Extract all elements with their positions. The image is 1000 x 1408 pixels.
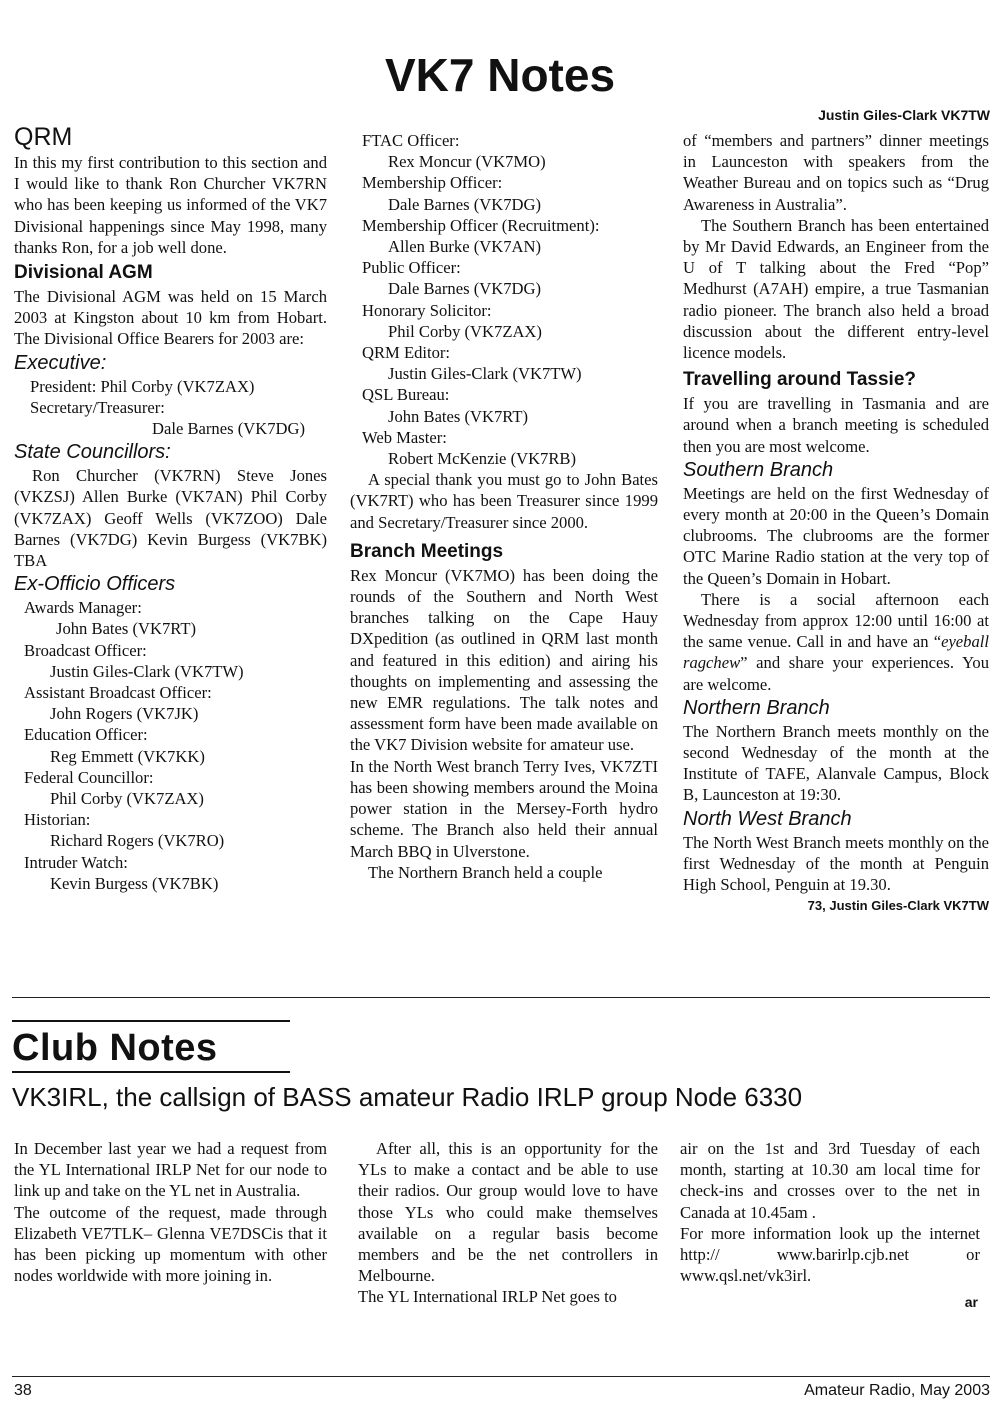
- officer-role: Intruder Watch:: [24, 852, 128, 872]
- officer-name: John Bates (VK7RT): [56, 619, 197, 639]
- secretary-label: Secretary/Treasurer:: [30, 397, 165, 417]
- club-column-2: [358, 1138, 658, 1308]
- officer-name: Richard Rogers (VK7RO): [50, 831, 225, 851]
- officer-name: John Rogers (VK7JK): [50, 704, 199, 724]
- southern-text-b: ” and share your experiences. You are welcome.: [683, 653, 989, 694]
- club-paragraph: The outcome of the request, made through Elizabeth VE7TLK– Glenna VE7DSCis that it has been picking up momentum with other nodes worldwide with more joining in.: [14, 1202, 327, 1286]
- branch-paragraph-1: Rex Moncur (VK7MO) has been doing the rounds of the Southern and North West branches talking on the Cape Hauy DXpedition (as outlined in QRM last month and featured in this edition) and airing his thoughts on implementing and assessing the new EMR regulations. The talk notes and assessment form have been made available on the VK7 Division website for amateur use.: [350, 565, 658, 755]
- intro-paragraph: In this my first contribution to this section and I would like to thank Ron Churcher VK7RN who has been keeping us informed of the VK7 Divisional happenings since May 1998, many thanks Ron, for a job well done.: [14, 153, 327, 257]
- club-column-3: [680, 1138, 980, 1286]
- publication-info: Amateur Radio, May 2003: [804, 1382, 990, 1399]
- officer-name: Dale Barnes (VK7DG): [388, 194, 541, 214]
- officer-role: Membership Officer (Recruitment):: [362, 215, 600, 235]
- heading-ex-officio: Ex-Officio Officers: [14, 573, 176, 596]
- officer-role: QSL Bureau:: [362, 385, 450, 405]
- officer-role: Historian:: [24, 810, 91, 830]
- club-paragraph: The YL International IRLP Net goes to: [358, 1287, 617, 1307]
- heading-travelling: Travelling around Tassie?: [683, 369, 916, 391]
- officer-name: Rex Moncur (VK7MO): [388, 152, 546, 172]
- page-number: 38: [14, 1382, 32, 1399]
- page-title: VK7 Notes: [384, 49, 616, 101]
- southern-paragraph-2: [683, 589, 989, 695]
- officer-role: FTAC Officer:: [362, 131, 460, 150]
- officer-name: Justin Giles-Clark (VK7TW): [388, 364, 582, 384]
- southern-branch-news: The Southern Branch has been entertained by Mr David Edwards, an Engineer from the U of T talking about the Fred “Pop” Medhurst (A7AH) empire, a true Tasmanian radio pioneer. The branch also held a broad discussion about the different entry-level licence models.: [683, 215, 989, 363]
- club-paragraph: After all, this is an opportunity for the YLs to make a contact and be able to use their radios. Our group would love to have those YLs who could make themselves available on a regular basis become members and be the net controllers in Melbourne.: [358, 1139, 658, 1286]
- officer-role: Assistant Broadcast Officer:: [24, 683, 212, 703]
- section-divider: [12, 997, 990, 998]
- author-byline: Justin Giles-Clark VK7TW: [818, 107, 990, 123]
- officer-name: Dale Barnes (VK7DG): [388, 279, 541, 299]
- agm-paragraph: The Divisional AGM was held on 15 March 2003 at Kingston about 10 km from Hobart. The Divisional Office Bearers for 2003 are:: [14, 287, 327, 349]
- heading-northern-branch: Northern Branch: [683, 696, 830, 719]
- heading-north-west-branch: North West Branch: [683, 807, 852, 830]
- club-column-1: [14, 1138, 327, 1286]
- southern-text-a: There is a social afternoon each Wednesday from approx 12:00 until 16:00 at the same venue. Call in and have an “: [683, 589, 989, 652]
- heading-branch-meetings: Branch Meetings: [350, 540, 504, 562]
- column-2: [350, 130, 658, 883]
- officer-name: John Bates (VK7RT): [388, 406, 529, 426]
- officer-name: Justin Giles-Clark (VK7TW): [50, 661, 244, 681]
- officer-role: Web Master:: [362, 427, 447, 447]
- signoff: 73, Justin Giles-Clark VK7TW: [807, 898, 989, 914]
- state-councillors-paragraph: Ron Churcher (VK7RN) Steve Jones (VKZSJ) Allen Burke (VK7AN) Phil Corby (VK7ZAX) Geoff Wells (VK7ZOO) Dale Barnes (VK7DG) Kevin Burgess (VK7BK) TBA: [14, 466, 327, 571]
- club-paragraph: In December last year we had a request from the YL International IRLP Net for our node to link up and take on the YL net in Australia.: [14, 1139, 327, 1201]
- end-mark: ar: [964, 1294, 978, 1310]
- travel-paragraph: If you are travelling in Tasmania and are around when a branch meeting is scheduled then you are most welcome.: [683, 394, 989, 456]
- officer-name: Phil Corby (VK7ZAX): [388, 321, 542, 341]
- officer-role: Education Officer:: [24, 725, 148, 745]
- heading-state-councillors: State Councillors:: [14, 441, 171, 464]
- officer-role: Membership Officer:: [362, 173, 503, 193]
- officer-role: Honorary Solicitor:: [362, 300, 492, 320]
- north-west-paragraph: The North West Branch meets monthly on the first Wednesday of the month at Penguin High School, Penguin at 19.30.: [683, 832, 989, 895]
- officer-role: Awards Manager:: [24, 598, 142, 618]
- officer-name: Robert McKenzie (VK7RB): [388, 449, 577, 469]
- column-3: [683, 130, 989, 917]
- footer-rule: [12, 1376, 990, 1377]
- officer-name: Phil Corby (VK7ZAX): [50, 789, 204, 809]
- heading-southern-branch: Southern Branch: [683, 458, 834, 481]
- southern-paragraph-1: Meetings are held on the first Wednesday of every month at 20:00 in the Queen’s Domain clubrooms. The clubrooms are the former OTC Marine Radio station at the very top of the Queen’s Domain in Hobart.: [683, 483, 989, 588]
- club-paragraph: For more information look up the internet http:// www.barirlp.cjb.net or www.qsl.net/vk3irl.: [680, 1223, 980, 1286]
- club-heading-rule-bottom: [12, 1071, 290, 1073]
- club-heading-rule-top: [12, 1020, 290, 1022]
- club-paragraph: air on the 1st and 3rd Tuesday of each month, starting at 10.30 am local time for check-ins and crosses over to the net in Canada at 10.45am .: [680, 1139, 980, 1222]
- continued-paragraph: of “members and partners” dinner meetings in Launceston with speakers from the Weather Bureau and on topics such as “Drug Awareness in Australia”.: [683, 131, 989, 214]
- officer-role: Broadcast Officer:: [24, 640, 147, 660]
- thanks-paragraph: A special thank you must go to John Bates (VK7RT) who has been Treasurer since 1999 and Secretary/Treasurer since 2000.: [350, 470, 658, 532]
- officer-name: Kevin Burgess (VK7BK): [50, 873, 219, 893]
- club-notes-heading: Club Notes: [12, 1027, 218, 1069]
- heading-divisional-agm: Divisional AGM: [14, 262, 153, 284]
- heading-executive: Executive:: [14, 351, 107, 374]
- branch-paragraph-3: The Northern Branch held a couple: [368, 862, 603, 882]
- officer-name: Reg Emmett (VK7KK): [50, 746, 205, 766]
- officer-role: QRM Editor:: [362, 343, 451, 363]
- branch-paragraph-2: In the North West branch Terry Ives, VK7ZTI has been showing members around the Moina power station in the Mersey-Forth hydro scheme. The Branch also held their annual March BBQ in Ulverstone.: [350, 756, 658, 861]
- southern-text-emphasis: eyeball ragchew: [683, 632, 989, 673]
- club-subheading: VK3IRL, the callsign of BASS amateur Radio IRLP group Node 6330: [12, 1082, 803, 1112]
- secretary-name: Dale Barnes (VK7DG): [152, 419, 305, 439]
- president-line: President: Phil Corby (VK7ZAX): [30, 376, 255, 396]
- officer-role: Public Officer:: [362, 258, 461, 278]
- section-heading-qrm: QRM: [14, 123, 73, 151]
- northern-paragraph: The Northern Branch meets monthly on the second Wednesday of the month at the Institute of TAFE, Alanvale Campus, Block B, Launceston at 19:30.: [683, 721, 989, 805]
- column-1: [14, 122, 327, 894]
- officer-name: Allen Burke (VK7AN): [388, 237, 541, 257]
- officer-role: Federal Councillor:: [24, 767, 154, 787]
